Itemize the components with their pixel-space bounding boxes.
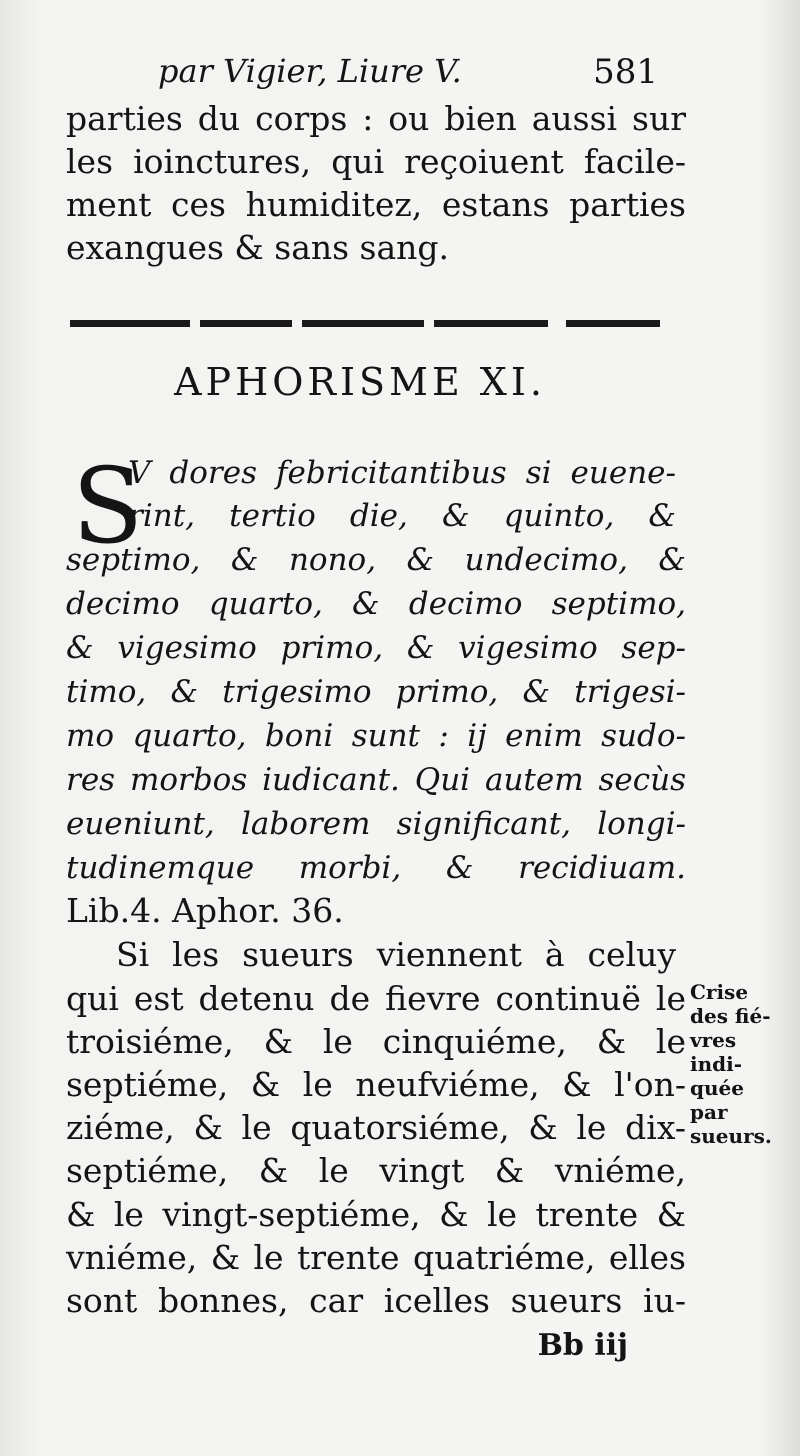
latin-line: tudinemque morbi, & recidiuam. xyxy=(66,850,686,886)
french-line: septiéme, & le vingt & vniéme, xyxy=(66,1151,686,1190)
aphorism-heading: APHORISME XI. xyxy=(174,360,546,404)
french-line: & le vingt-septiéme, & le trente & xyxy=(66,1195,686,1234)
margin-note-line: sueurs. xyxy=(690,1124,772,1148)
running-head: par Vigier, Liure V. xyxy=(158,52,462,90)
french-line: vniéme, & le trente quatriéme, elles xyxy=(66,1238,686,1277)
margin-note xyxy=(690,980,800,1148)
french-line: Si les sueurs viennent à celuy xyxy=(116,935,676,974)
latin-line: & vigesimo primo, & vigesimo sep- xyxy=(66,630,686,666)
margin-note-line: des fié- xyxy=(690,1004,771,1028)
margin-note-line: indi- xyxy=(690,1052,743,1076)
latin-line: V dores febricitantibus si euene- xyxy=(128,455,676,491)
latin-line: decimo quarto, & decimo septimo, xyxy=(66,586,686,622)
french-line: qui est detenu de fievre continuë le xyxy=(66,979,686,1018)
running-header xyxy=(158,52,658,96)
ornamental-rule xyxy=(70,320,660,330)
drop-cap: S xyxy=(72,445,144,567)
french-line: troisiéme, & le cinquiéme, & le xyxy=(66,1022,686,1061)
text-line: ment ces humiditez, estans parties xyxy=(66,185,686,224)
text-line: parties du corps : ou bien aussi sur xyxy=(66,99,686,138)
french-line: ziéme, & le quatorsiéme, & le dix- xyxy=(66,1108,686,1147)
latin-line: timo, & trigesimo primo, & trigesi- xyxy=(66,674,686,710)
page-number: 581 xyxy=(593,52,658,92)
latin-line: septimo, & nono, & undecimo, & xyxy=(66,542,686,578)
aphorism-reference: Lib.4. Aphor. 36. xyxy=(66,891,344,930)
signature-mark: Bb iij xyxy=(537,1328,628,1363)
margin-note-line: par xyxy=(690,1100,728,1124)
french-line: septiéme, & le neufviéme, & l'on- xyxy=(66,1065,686,1104)
margin-note-line: vres xyxy=(690,1028,737,1052)
text-line: exangues & sans sang. xyxy=(66,228,450,267)
text-line: les ioinctures, qui reçoiuent facile- xyxy=(66,142,686,181)
margin-note-line: quée xyxy=(690,1076,744,1100)
latin-line: rint, tertio die, & quinto, & xyxy=(128,498,676,534)
french-line: sont bonnes, car icelles sueurs iu- xyxy=(66,1281,686,1320)
latin-line: res morbos iudicant. Qui autem secùs xyxy=(66,762,686,798)
latin-line: mo quarto, boni sunt : ij enim sudo- xyxy=(66,718,686,754)
margin-note-line: Crise xyxy=(690,980,749,1004)
latin-line: eueniunt, laborem significant, longi- xyxy=(66,806,686,842)
